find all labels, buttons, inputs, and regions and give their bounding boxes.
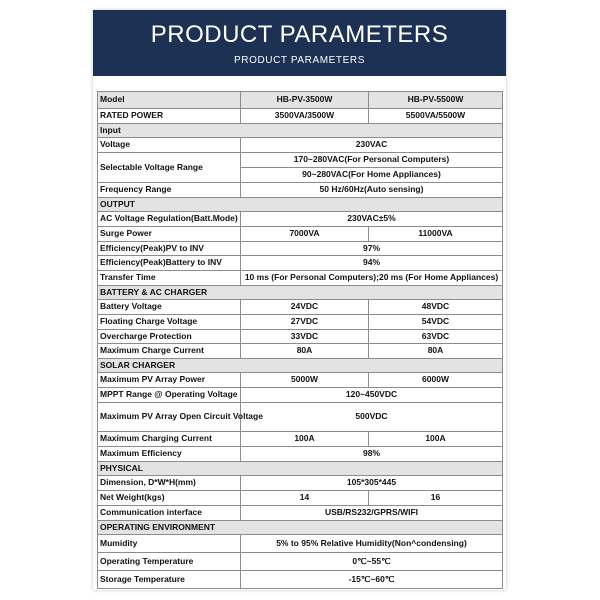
table-row [98, 535, 503, 553]
banner-subtitle: PRODUCT PARAMETERS [233, 55, 365, 66]
row-value: 50 Hz/60Hz(Auto sensing) [241, 183, 503, 198]
table-row [98, 227, 503, 242]
row-label: Maximum PV Array Open Circuit Voltage [98, 403, 241, 432]
table-row [98, 271, 503, 286]
row-value: 100A [369, 432, 503, 447]
row-label: Net Weight(kgs) [98, 491, 241, 506]
table-row [98, 491, 503, 506]
row-label: AC Voltage Regulation(Batt.Mode) [98, 212, 241, 227]
table-row [98, 138, 503, 153]
row-value: -15℃~60℃ [241, 571, 503, 589]
row-label: MPPT Range @ Operating Voltage [98, 388, 241, 403]
row-value: USB/RS232/GPRS/WIFI [241, 506, 503, 521]
row-label: Storage Temperature [98, 571, 241, 589]
row-label: Maximum Efficiency [98, 447, 241, 462]
row-value: 6000W [369, 373, 503, 388]
table-header-row [98, 92, 503, 109]
row-label: Frequency Range [98, 183, 241, 198]
row-label: Efficiency(Peak)PV to INV [98, 242, 241, 256]
row-label: Selectable Voltage Range [98, 153, 241, 183]
row-value: 5500VA/5500W [369, 109, 503, 124]
table-row [98, 432, 503, 447]
row-value: 14 [241, 491, 369, 506]
row-label: Operating Temperature [98, 553, 241, 571]
row-label: Transfer Time [98, 271, 241, 286]
table-row [98, 403, 503, 432]
row-label: Mumidity [98, 535, 241, 553]
table-row [98, 388, 503, 403]
row-value: 63VDC [369, 330, 503, 344]
section-title: BATTERY & AC CHARGER [98, 286, 503, 300]
section-row [98, 521, 503, 535]
table-row [98, 373, 503, 388]
row-label: Surge Power [98, 227, 241, 242]
row-value: 120~450VDC [241, 388, 503, 403]
section-title: SOLAR CHARGER [98, 359, 503, 373]
table-row [98, 330, 503, 344]
row-value: 24VDC [241, 300, 369, 315]
parameters-table [97, 91, 503, 589]
product-sheet [93, 10, 506, 590]
row-value: 10 ms (For Personal Computers);20 ms (For Home Appliances) [241, 271, 503, 286]
row-value: 7000VA [241, 227, 369, 242]
section-title: OUTPUT [98, 198, 503, 212]
section-title: Input [98, 124, 503, 138]
row-value: 48VDC [369, 300, 503, 315]
table-row [98, 571, 503, 589]
row-value: 90~280VAC(For Home Appliances) [241, 168, 503, 183]
row-value: 80A [369, 344, 503, 359]
header-model-3500: HB-PV-3500W [241, 92, 369, 109]
row-value: 94% [241, 256, 503, 271]
row-value: 98% [241, 447, 503, 462]
section-title: PHYSICAL [98, 462, 503, 476]
section-row [98, 462, 503, 476]
row-value: 16 [369, 491, 503, 506]
table-row [98, 476, 503, 491]
row-value: 230VAC±5% [241, 212, 503, 227]
row-label: Floating Charge Voltage [98, 315, 241, 330]
section-row [98, 124, 503, 138]
row-label: Maximum Charging Current [98, 432, 241, 447]
table-row [98, 315, 503, 330]
table-row [98, 344, 503, 359]
row-value: 33VDC [241, 330, 369, 344]
row-value: 230VAC [241, 138, 503, 153]
row-value: 100A [241, 432, 369, 447]
row-value: 105*305*445 [241, 476, 503, 491]
table-row [98, 212, 503, 227]
header-model-5500: HB-PV-5500W [369, 92, 503, 109]
banner-title: PRODUCT PARAMETERS [150, 21, 449, 48]
table-row [98, 300, 503, 315]
row-label: Overcharge Protection [98, 330, 241, 344]
table-row [98, 242, 503, 256]
row-value: 97% [241, 242, 503, 256]
row-label: Maximum Charge Current [98, 344, 241, 359]
row-label: Efficiency(Peak)Battery to INV [98, 256, 241, 271]
row-label: Dimension, D*W*H(mm) [98, 476, 241, 491]
section-title: OPERATING ENVIRONMENT [98, 521, 503, 535]
row-label: Communication interface [98, 506, 241, 521]
row-label: Voltage [98, 138, 241, 153]
table-row [98, 256, 503, 271]
section-row [98, 359, 503, 373]
table-row [98, 447, 503, 462]
row-value: 3500VA/3500W [241, 109, 369, 124]
row-value: 0℃~55℃ [241, 553, 503, 571]
table-row [98, 183, 503, 198]
row-value: 5% to 95% Relative Humidity(Non^condensing) [241, 535, 503, 553]
header-model-label: Model [98, 92, 241, 109]
table-row [98, 553, 503, 571]
row-label: Battery Voltage [98, 300, 241, 315]
row-value: 500VDC [241, 403, 503, 432]
row-value: 11000VA [369, 227, 503, 242]
title-banner [93, 10, 506, 76]
row-label: RATED POWER [98, 109, 241, 124]
table-row [98, 506, 503, 521]
table-row [98, 109, 503, 124]
table-row [98, 153, 503, 168]
row-value: 80A [241, 344, 369, 359]
row-value: 5000W [241, 373, 369, 388]
row-value: 27VDC [241, 315, 369, 330]
row-value: 54VDC [369, 315, 503, 330]
row-label: Maximum PV Array Power [98, 373, 241, 388]
section-row [98, 286, 503, 300]
row-value: 170~280VAC(For Personal Computers) [241, 153, 503, 168]
section-row [98, 198, 503, 212]
